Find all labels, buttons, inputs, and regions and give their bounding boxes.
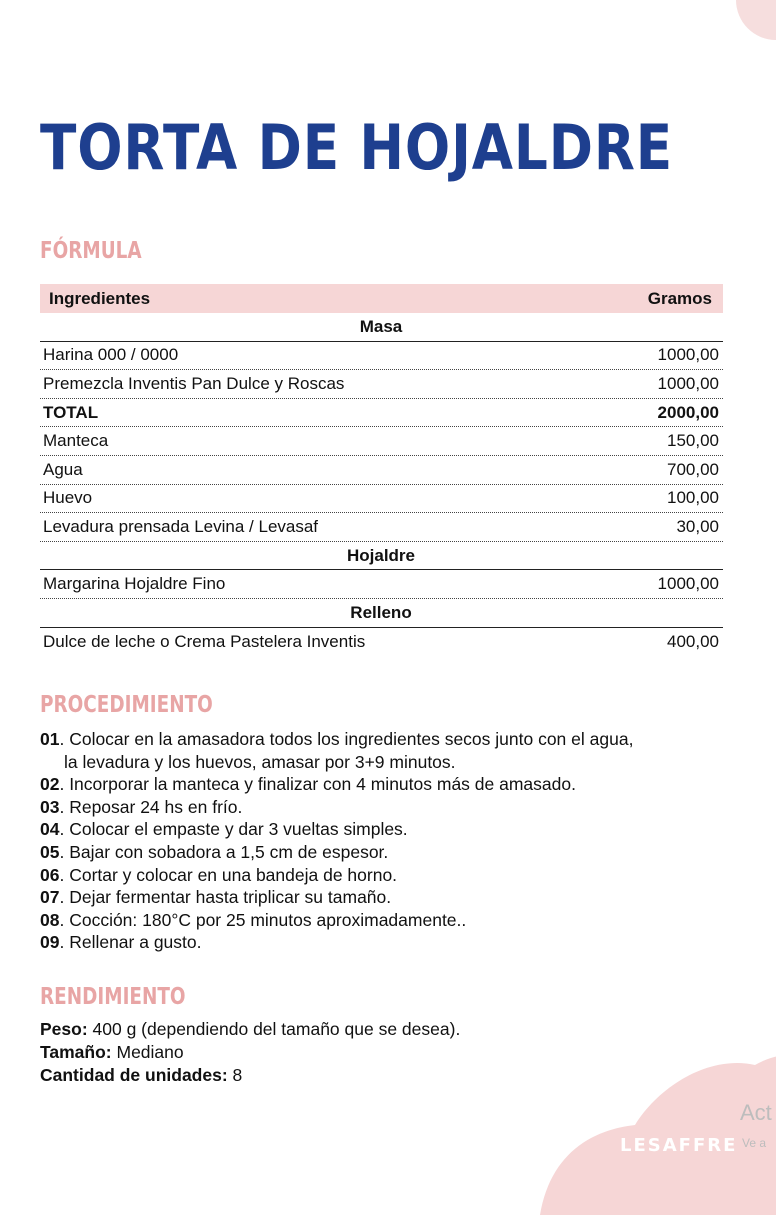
step-number: 08 [40,909,60,930]
ingredient-grams: 100,00 [667,488,719,508]
ingredient-grams: 150,00 [667,431,719,451]
section-row-masa [40,313,723,342]
decorative-blob-top [736,0,776,40]
step-number: 02 [40,774,60,795]
step-number: 01 [40,729,60,749]
step-text: . Colocar el empaste y dar 3 vueltas simples. [59,819,408,840]
section-row-hojaldre [40,542,723,571]
step-number: 07 [40,887,60,908]
yield-heading: RENDIMIENTO [40,984,186,1010]
section-label: Hojaldre [346,545,416,565]
step-number: 05 [40,841,60,862]
ingredient-name: Huevo [43,488,93,508]
weight-line [40,1018,460,1041]
step-text: . Bajar con sobadora a 1,5 cm de espesor. [59,841,389,862]
ingredient-name: Margarina Hojaldre Fino [43,574,226,594]
activation-watermark: Act [740,1100,772,1125]
size-label: Tamaño: [40,1042,112,1062]
list-item [40,909,740,932]
units-value: 8 [227,1065,243,1085]
total-row [40,399,723,428]
ingredient-grams: 30,00 [676,516,719,536]
ingredient-grams: 1000,00 [657,574,719,594]
ingredient-name: Harina 000 / 0000 [43,345,179,365]
list-item [40,796,740,819]
ingredient-name: Dulce de leche o Crema Pastelera Inventis [43,631,366,651]
size-value: Mediano [111,1042,184,1062]
step-text: . Dejar fermentar hasta triplicar su tamaño. [59,887,392,908]
step-text-continuation: la levadura y los huevos, amasar por 3+9 minutos. [64,751,456,772]
table-row [40,342,723,371]
step-text: . Reposar 24 hs en frío. [59,796,243,817]
procedure-steps-list [40,728,740,954]
step-text: . Rellenar a gusto. [59,932,202,953]
list-item [40,728,740,773]
table-row [40,513,723,542]
weight-label: Peso: [40,1019,88,1039]
list-item [40,841,740,864]
units-label: Cantidad de unidades: [40,1065,228,1085]
step-number: 06 [40,864,60,885]
list-item [40,864,740,887]
list-item [40,886,740,909]
ingredient-grams: 1000,00 [657,373,719,393]
brand-logo-text: LESAFFRE [620,1135,738,1156]
yield-details [40,1018,460,1087]
total-label: TOTAL [43,402,99,422]
ingredients-table [40,284,723,656]
total-grams: 2000,00 [657,402,719,422]
table-row [40,628,723,657]
size-line [40,1041,460,1064]
step-number: 09 [40,932,60,953]
step-number: 03 [40,796,60,817]
table-row [40,485,723,514]
table-row [40,370,723,399]
weight-value: 400 g (dependiendo del tamaño que se desea). [87,1019,461,1039]
table-header [40,284,723,313]
table-row [40,427,723,456]
procedure-heading: PROCEDIMIENTO [40,692,213,718]
step-text: . Colocar en la amasadora todos los ingredientes secos junto con el agua, [59,729,634,749]
ingredient-grams: 700,00 [667,459,719,479]
table-row [40,456,723,485]
section-label: Relleno [350,602,412,622]
section-label: Masa [359,316,403,336]
ingredient-name: Manteca [43,431,109,451]
ingredient-name: Agua [43,459,83,479]
grams-column-header: Gramos [647,288,712,308]
list-item [40,818,740,841]
section-row-relleno [40,599,723,628]
step-number: 04 [40,819,60,840]
ingredient-grams: 1000,00 [657,345,719,365]
ingredient-name: Premezcla Inventis Pan Dulce y Roscas [43,373,345,393]
activation-watermark-sub: Ve a [742,1136,767,1150]
list-item [40,931,740,954]
ingredients-column-header: Ingredientes [49,288,151,308]
formula-heading: FÓRMULA [40,238,142,264]
ingredient-grams: 400,00 [667,631,719,651]
page-title: TORTA DE HOJALDRE [40,111,674,184]
units-line [40,1064,460,1087]
step-text: . Cocción: 180°C por 25 minutos aproximadamente.. [59,909,467,930]
step-text: . Cortar y colocar en una bandeja de horno. [59,864,398,885]
list-item [40,773,740,796]
table-row [40,570,723,599]
step-text: . Incorporar la manteca y finalizar con 4 minutos más de amasado. [59,774,576,795]
ingredient-name: Levadura prensada Levina / Levasaf [43,516,319,536]
